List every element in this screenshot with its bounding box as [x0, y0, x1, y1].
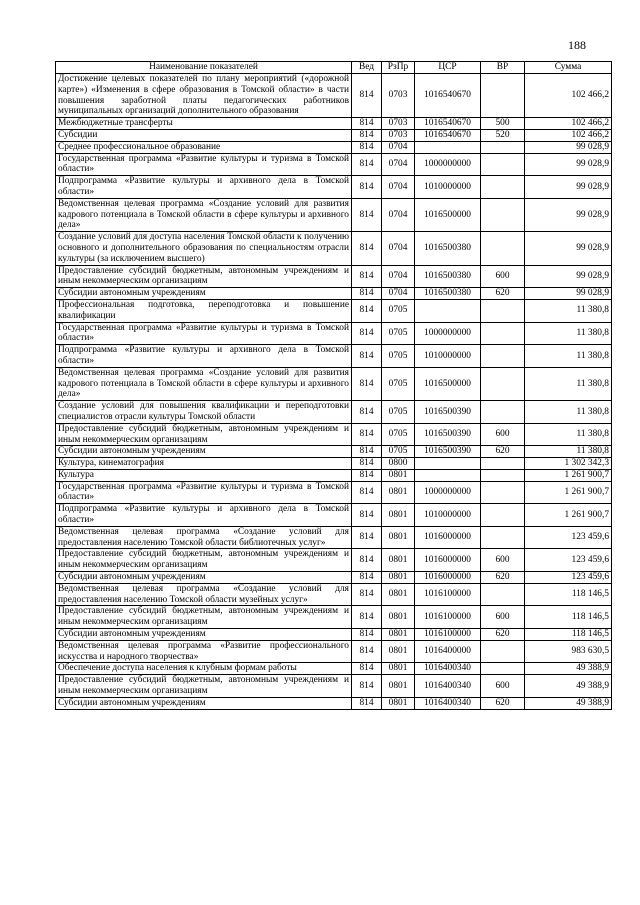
- table-row: [56, 322, 612, 345]
- header-sum: Сумма: [525, 62, 612, 74]
- table-row: [56, 469, 612, 481]
- cell-ved: 814: [352, 265, 382, 288]
- cell-rzpr: 0704: [382, 141, 415, 153]
- cell-rzpr: 0704: [382, 153, 415, 176]
- cell-name: Ведомственная целевая программа «Создание условий для предоставления населению Томской области библиотечных услуг»: [56, 526, 352, 549]
- table-row: [56, 481, 612, 504]
- cell-ved: 814: [352, 153, 382, 176]
- cell-rzpr: 0801: [382, 469, 415, 481]
- cell-rzpr: 0801: [382, 549, 415, 572]
- cell-ved: 814: [352, 198, 382, 231]
- cell-csr: 1010000000: [415, 345, 481, 368]
- cell-rzpr: 0704: [382, 232, 415, 265]
- table-row: [56, 198, 612, 231]
- cell-csr: 1016000000: [415, 572, 481, 584]
- cell-sum: 11 380,8: [525, 299, 612, 322]
- header-vr: ВР: [481, 62, 525, 74]
- cell-csr: 1016500390: [415, 446, 481, 458]
- cell-csr: 1016000000: [415, 549, 481, 572]
- cell-vr: 620: [481, 697, 525, 709]
- cell-vr: [481, 299, 525, 322]
- cell-ved: 814: [352, 549, 382, 572]
- table-row: [56, 583, 612, 606]
- cell-name: Субсидии автономным учреждениям: [56, 572, 352, 584]
- cell-rzpr: 0705: [382, 299, 415, 322]
- cell-rzpr: 0801: [382, 572, 415, 584]
- cell-vr: [481, 141, 525, 153]
- cell-vr: [481, 481, 525, 504]
- cell-sum: 11 380,8: [525, 446, 612, 458]
- cell-ved: 814: [352, 663, 382, 675]
- cell-vr: 600: [481, 606, 525, 629]
- cell-vr: 600: [481, 423, 525, 446]
- table-row: [56, 629, 612, 641]
- cell-rzpr: 0800: [382, 458, 415, 470]
- cell-sum: 11 380,8: [525, 322, 612, 345]
- cell-sum: 123 459,6: [525, 526, 612, 549]
- cell-csr: 1010000000: [415, 176, 481, 199]
- cell-rzpr: 0704: [382, 176, 415, 199]
- table-row: [56, 153, 612, 176]
- cell-vr: [481, 458, 525, 470]
- cell-vr: 600: [481, 549, 525, 572]
- table-row: [56, 504, 612, 527]
- cell-vr: 500: [481, 118, 525, 130]
- cell-csr: 1000000000: [415, 153, 481, 176]
- cell-ved: 814: [352, 469, 382, 481]
- cell-sum: 983 630,5: [525, 640, 612, 663]
- cell-rzpr: 0801: [382, 697, 415, 709]
- cell-ved: 814: [352, 629, 382, 641]
- table-row: [56, 606, 612, 629]
- cell-rzpr: 0705: [382, 345, 415, 368]
- header-name: Наименование показателей: [56, 62, 352, 74]
- cell-ved: 814: [352, 423, 382, 446]
- cell-csr: 1016400000: [415, 640, 481, 663]
- cell-ved: 814: [352, 74, 382, 118]
- cell-name: Ведомственная целевая программа «Развитие профессионального искусства и народного творчества»: [56, 640, 352, 663]
- table-row: [56, 697, 612, 709]
- cell-sum: 99 028,9: [525, 176, 612, 199]
- cell-csr: 1016500390: [415, 423, 481, 446]
- page-number: 188: [568, 38, 586, 52]
- cell-sum: 1 302 342,3: [525, 458, 612, 470]
- cell-vr: [481, 583, 525, 606]
- cell-ved: 814: [352, 640, 382, 663]
- cell-csr: 1016500380: [415, 265, 481, 288]
- cell-vr: 620: [481, 572, 525, 584]
- cell-ved: 814: [352, 118, 382, 130]
- cell-name: Ведомственная целевая программа «Создание условий для развития кадрового потенциала в Томской области в сфере культуры и архивного дела»: [56, 367, 352, 400]
- table-row: [56, 423, 612, 446]
- cell-sum: 49 388,9: [525, 663, 612, 675]
- cell-rzpr: 0801: [382, 640, 415, 663]
- cell-vr: [481, 198, 525, 231]
- cell-name: Обеспечение доступа населения к клубным формам работы: [56, 663, 352, 675]
- header-rzpr: РзПр: [382, 62, 415, 74]
- cell-name: Культура: [56, 469, 352, 481]
- cell-vr: [481, 526, 525, 549]
- cell-ved: 814: [352, 675, 382, 698]
- cell-csr: [415, 141, 481, 153]
- cell-name: Предоставление субсидий бюджетным, автономным учреждениям и иным некоммерческим организациям: [56, 675, 352, 698]
- cell-sum: 102 466,2: [525, 74, 612, 118]
- cell-vr: [481, 663, 525, 675]
- cell-sum: 11 380,8: [525, 367, 612, 400]
- cell-name: Предоставление субсидий бюджетным, автономным учреждениям и иным некоммерческим организациям: [56, 265, 352, 288]
- cell-ved: 814: [352, 446, 382, 458]
- cell-sum: 123 459,6: [525, 572, 612, 584]
- cell-ved: 814: [352, 288, 382, 300]
- cell-rzpr: 0801: [382, 675, 415, 698]
- header-ved: Вед: [352, 62, 382, 74]
- cell-name: Подпрограмма «Развитие культуры и архивного дела в Томской области»: [56, 345, 352, 368]
- cell-csr: 1000000000: [415, 481, 481, 504]
- cell-sum: 49 388,9: [525, 675, 612, 698]
- cell-vr: [481, 469, 525, 481]
- table-row: [56, 74, 612, 118]
- cell-ved: 814: [352, 697, 382, 709]
- cell-name: Предоставление субсидий бюджетным, автономным учреждениям и иным некоммерческим организациям: [56, 606, 352, 629]
- table-row: [56, 446, 612, 458]
- cell-ved: 814: [352, 572, 382, 584]
- cell-csr: 1016540670: [415, 118, 481, 130]
- cell-ved: 814: [352, 322, 382, 345]
- cell-rzpr: 0704: [382, 198, 415, 231]
- table-row: [56, 675, 612, 698]
- cell-rzpr: 0705: [382, 367, 415, 400]
- cell-rzpr: 0801: [382, 526, 415, 549]
- cell-csr: 1016100000: [415, 583, 481, 606]
- cell-csr: 1016500000: [415, 367, 481, 400]
- cell-vr: [481, 322, 525, 345]
- cell-name: Культура, кинематография: [56, 458, 352, 470]
- cell-sum: 99 028,9: [525, 288, 612, 300]
- header-row: [56, 62, 612, 74]
- cell-ved: 814: [352, 129, 382, 141]
- cell-csr: 1016400340: [415, 697, 481, 709]
- cell-name: Создание условий для повышения квалификации и переподготовки специалистов отрасли культуры Томской области: [56, 401, 352, 424]
- table-row: [56, 572, 612, 584]
- cell-rzpr: 0705: [382, 446, 415, 458]
- cell-csr: 1010000000: [415, 504, 481, 527]
- cell-sum: 1 261 900,7: [525, 469, 612, 481]
- cell-vr: 520: [481, 129, 525, 141]
- cell-sum: 99 028,9: [525, 153, 612, 176]
- cell-sum: 1 261 900,7: [525, 504, 612, 527]
- cell-name: Профессиональная подготовка, переподготовка и повышение квалификации: [56, 299, 352, 322]
- cell-rzpr: 0801: [382, 481, 415, 504]
- cell-name: Субсидии автономным учреждениям: [56, 446, 352, 458]
- cell-sum: 11 380,8: [525, 345, 612, 368]
- cell-sum: 118 146,5: [525, 606, 612, 629]
- cell-name: Среднее профессиональное образование: [56, 141, 352, 153]
- cell-sum: 118 146,5: [525, 583, 612, 606]
- cell-vr: [481, 640, 525, 663]
- cell-csr: 1000000000: [415, 322, 481, 345]
- table-row: [56, 299, 612, 322]
- cell-ved: 814: [352, 401, 382, 424]
- cell-rzpr: 0801: [382, 504, 415, 527]
- cell-vr: 620: [481, 446, 525, 458]
- cell-ved: 814: [352, 526, 382, 549]
- cell-name: Субсидии автономным учреждениям: [56, 288, 352, 300]
- cell-csr: 1016400340: [415, 663, 481, 675]
- table-row: [56, 367, 612, 400]
- cell-name: Государственная программа «Развитие культуры и туризма в Томской области»: [56, 322, 352, 345]
- cell-name: Подпрограмма «Развитие культуры и архивного дела в Томской области»: [56, 176, 352, 199]
- cell-csr: 1016100000: [415, 629, 481, 641]
- cell-vr: [481, 232, 525, 265]
- cell-ved: 814: [352, 481, 382, 504]
- table-row: [56, 663, 612, 675]
- cell-name: Ведомственная целевая программа «Создание условий для предоставления населению Томской области музейных услуг»: [56, 583, 352, 606]
- cell-csr: 1016500390: [415, 401, 481, 424]
- cell-ved: 814: [352, 458, 382, 470]
- cell-csr: [415, 299, 481, 322]
- cell-csr: [415, 458, 481, 470]
- cell-name: Создание условий для доступа населения Томской области к получению основного и дополнительного образования по специальностям отрасли культуры (за исключением высшего): [56, 232, 352, 265]
- header-csr: ЦСР: [415, 62, 481, 74]
- cell-rzpr: 0704: [382, 265, 415, 288]
- cell-name: Предоставление субсидий бюджетным, автономным учреждениям и иным некоммерческим организациям: [56, 423, 352, 446]
- cell-csr: 1016500380: [415, 232, 481, 265]
- cell-rzpr: 0801: [382, 606, 415, 629]
- cell-rzpr: 0703: [382, 74, 415, 118]
- cell-name: Достижение целевых показателей по плану мероприятий («дорожной карте») «Изменения в сфере образования в Томской области» в части повышения заработной платы педагогических работников муниципальных организаций дополнительного образования: [56, 74, 352, 118]
- cell-vr: [481, 345, 525, 368]
- table-row: [56, 118, 612, 130]
- cell-rzpr: 0703: [382, 118, 415, 130]
- cell-rzpr: 0801: [382, 663, 415, 675]
- cell-vr: [481, 504, 525, 527]
- cell-vr: 600: [481, 265, 525, 288]
- cell-rzpr: 0704: [382, 288, 415, 300]
- cell-ved: 814: [352, 176, 382, 199]
- cell-name: Субсидии автономным учреждениям: [56, 629, 352, 641]
- cell-name: Государственная программа «Развитие культуры и туризма в Томской области»: [56, 481, 352, 504]
- cell-rzpr: 0703: [382, 129, 415, 141]
- cell-ved: 814: [352, 232, 382, 265]
- table-row: [56, 141, 612, 153]
- cell-sum: 102 466,2: [525, 118, 612, 130]
- cell-csr: 1016540670: [415, 74, 481, 118]
- cell-name: Межбюджетные трансферты: [56, 118, 352, 130]
- cell-rzpr: 0801: [382, 629, 415, 641]
- cell-sum: 11 380,8: [525, 423, 612, 446]
- cell-sum: 123 459,6: [525, 549, 612, 572]
- table-row: [56, 549, 612, 572]
- cell-name: Предоставление субсидий бюджетным, автономным учреждениям и иным некоммерческим организациям: [56, 549, 352, 572]
- cell-vr: [481, 153, 525, 176]
- cell-sum: 99 028,9: [525, 141, 612, 153]
- table-row: [56, 401, 612, 424]
- cell-rzpr: 0705: [382, 423, 415, 446]
- table-row: [56, 265, 612, 288]
- cell-sum: 118 146,5: [525, 629, 612, 641]
- table-row: [56, 526, 612, 549]
- cell-vr: [481, 367, 525, 400]
- cell-csr: 1016100000: [415, 606, 481, 629]
- cell-name: Ведомственная целевая программа «Создание условий для развития кадрового потенциала в Томской области в сфере культуры и архивного дела»: [56, 198, 352, 231]
- cell-name: Субсидии автономным учреждениям: [56, 697, 352, 709]
- table-header: [56, 62, 612, 74]
- cell-vr: [481, 176, 525, 199]
- cell-ved: 814: [352, 367, 382, 400]
- cell-sum: 99 028,9: [525, 265, 612, 288]
- cell-sum: 99 028,9: [525, 232, 612, 265]
- cell-name: Государственная программа «Развитие культуры и туризма в Томской области»: [56, 153, 352, 176]
- table-row: [56, 232, 612, 265]
- cell-ved: 814: [352, 345, 382, 368]
- cell-ved: 814: [352, 583, 382, 606]
- cell-ved: 814: [352, 606, 382, 629]
- cell-csr: 1016540670: [415, 129, 481, 141]
- cell-rzpr: 0705: [382, 401, 415, 424]
- table-row: [56, 640, 612, 663]
- table-row: [56, 129, 612, 141]
- cell-sum: 49 388,9: [525, 697, 612, 709]
- cell-ved: 814: [352, 504, 382, 527]
- cell-rzpr: 0705: [382, 322, 415, 345]
- cell-vr: 600: [481, 675, 525, 698]
- budget-table: [55, 61, 612, 710]
- cell-vr: 620: [481, 629, 525, 641]
- cell-vr: [481, 401, 525, 424]
- cell-vr: [481, 74, 525, 118]
- cell-sum: 102 466,2: [525, 129, 612, 141]
- cell-csr: 1016500380: [415, 288, 481, 300]
- table-row: [56, 176, 612, 199]
- cell-csr: 1016500000: [415, 198, 481, 231]
- cell-csr: 1016000000: [415, 526, 481, 549]
- cell-ved: 814: [352, 299, 382, 322]
- cell-rzpr: 0801: [382, 583, 415, 606]
- cell-csr: [415, 469, 481, 481]
- cell-name: Субсидии: [56, 129, 352, 141]
- table-row: [56, 458, 612, 470]
- cell-sum: 11 380,8: [525, 401, 612, 424]
- cell-ved: 814: [352, 141, 382, 153]
- table-row: [56, 288, 612, 300]
- cell-vr: 620: [481, 288, 525, 300]
- cell-csr: 1016400340: [415, 675, 481, 698]
- cell-sum: 99 028,9: [525, 198, 612, 231]
- cell-sum: 1 261 900,7: [525, 481, 612, 504]
- table-row: [56, 345, 612, 368]
- cell-name: Подпрограмма «Развитие культуры и архивного дела в Томской области»: [56, 504, 352, 527]
- table-body: [56, 74, 612, 710]
